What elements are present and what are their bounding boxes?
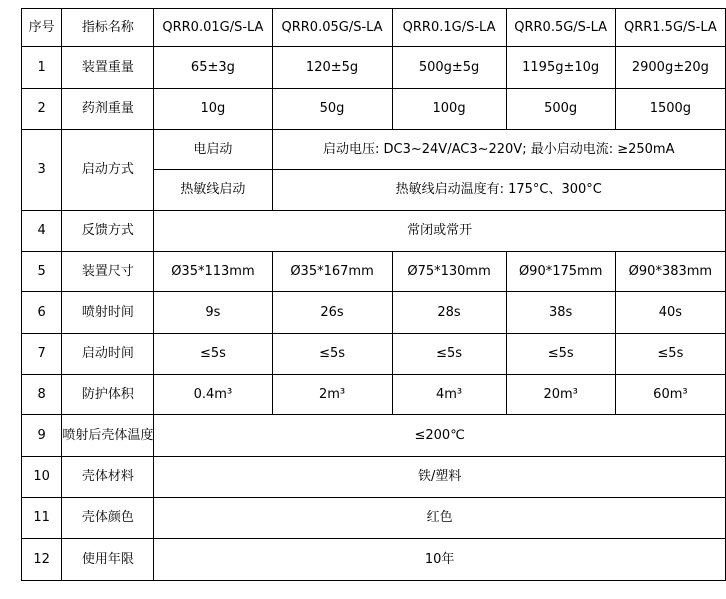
value-cell: Ø35*167mm bbox=[272, 252, 392, 292]
table-row bbox=[22, 47, 726, 89]
row-number: 11 bbox=[22, 498, 62, 539]
value-cell: 9s bbox=[154, 292, 272, 334]
value-cell: ≤5s bbox=[506, 334, 615, 375]
thermal-start-spec: 热敏线启动温度有: 175°C、300°C bbox=[272, 170, 726, 211]
value-cell: 2m³ bbox=[272, 375, 392, 415]
row-number: 5 bbox=[22, 252, 62, 292]
spec-table bbox=[21, 8, 726, 581]
merged-value-cell: 常闭或常开 bbox=[154, 211, 726, 252]
value-cell: Ø90*383mm bbox=[615, 252, 725, 292]
value-cell: Ø75*130mm bbox=[392, 252, 506, 292]
header-cell: QRR0.5G/S-LA bbox=[506, 9, 615, 47]
row-label: 喷射后壳体温度 bbox=[62, 415, 154, 457]
row-number: 2 bbox=[22, 89, 62, 130]
value-cell: 50g bbox=[272, 89, 392, 130]
table-row bbox=[22, 292, 726, 334]
sub-label-thermal: 热敏线启动 bbox=[154, 170, 272, 211]
value-cell: 38s bbox=[506, 292, 615, 334]
value-cell: 60m³ bbox=[615, 375, 725, 415]
sub-label-electric: 电启动 bbox=[154, 130, 272, 170]
value-cell: ≤5s bbox=[392, 334, 506, 375]
merged-value-cell: ≤200℃ bbox=[154, 415, 726, 457]
row-number: 3 bbox=[22, 130, 62, 211]
row-number: 10 bbox=[22, 457, 62, 498]
table-row bbox=[22, 498, 726, 539]
value-cell: 500g±5g bbox=[392, 47, 506, 89]
row-number: 9 bbox=[22, 415, 62, 457]
value-cell: 40s bbox=[615, 292, 725, 334]
row-label: 启动方式 bbox=[62, 130, 154, 211]
table-row bbox=[22, 252, 726, 292]
value-cell: 0.4m³ bbox=[154, 375, 272, 415]
table-row bbox=[22, 457, 726, 498]
value-cell: 1195g±10g bbox=[506, 47, 615, 89]
electric-start-spec: 启动电压: DC3~24V/AC3~220V; 最小启动电流: ≥250mA bbox=[272, 130, 726, 170]
merged-value-cell: 10年 bbox=[154, 539, 726, 581]
value-cell: 120±5g bbox=[272, 47, 392, 89]
row-number: 12 bbox=[22, 539, 62, 581]
merged-value-cell: 红色 bbox=[154, 498, 726, 539]
table-row bbox=[22, 211, 726, 252]
table-row bbox=[22, 415, 726, 457]
table-row bbox=[22, 375, 726, 415]
value-cell: ≤5s bbox=[272, 334, 392, 375]
row-number: 4 bbox=[22, 211, 62, 252]
row-label: 壳体颜色 bbox=[62, 498, 154, 539]
row-number: 1 bbox=[22, 47, 62, 89]
value-cell: 28s bbox=[392, 292, 506, 334]
row-label: 装置尺寸 bbox=[62, 252, 154, 292]
value-cell: 500g bbox=[506, 89, 615, 130]
row-label: 防护体积 bbox=[62, 375, 154, 415]
row-label: 药剂重量 bbox=[62, 89, 154, 130]
header-cell: 指标名称 bbox=[62, 9, 154, 47]
value-cell: 2900g±20g bbox=[615, 47, 725, 89]
header-cell: QRR0.1G/S-LA bbox=[392, 9, 506, 47]
header-row bbox=[22, 9, 726, 47]
row-label: 启动时间 bbox=[62, 334, 154, 375]
header-cell: QRR0.05G/S-LA bbox=[272, 9, 392, 47]
row-number: 7 bbox=[22, 334, 62, 375]
value-cell: 65±3g bbox=[154, 47, 272, 89]
value-cell: 20m³ bbox=[506, 375, 615, 415]
table-row bbox=[22, 539, 726, 581]
merged-value-cell: 铁/塑料 bbox=[154, 457, 726, 498]
header-cell: 序号 bbox=[22, 9, 62, 47]
value-cell: 1500g bbox=[615, 89, 725, 130]
header-cell: QRR0.01G/S-LA bbox=[154, 9, 272, 47]
row-number: 6 bbox=[22, 292, 62, 334]
value-cell: ≤5s bbox=[154, 334, 272, 375]
value-cell: Ø90*175mm bbox=[506, 252, 615, 292]
row-label: 使用年限 bbox=[62, 539, 154, 581]
row-label: 反馈方式 bbox=[62, 211, 154, 252]
value-cell: ≤5s bbox=[615, 334, 725, 375]
value-cell: 10g bbox=[154, 89, 272, 130]
row-label: 装置重量 bbox=[62, 47, 154, 89]
row-label: 喷射时间 bbox=[62, 292, 154, 334]
row-number: 8 bbox=[22, 375, 62, 415]
value-cell: 4m³ bbox=[392, 375, 506, 415]
value-cell: 100g bbox=[392, 89, 506, 130]
value-cell: 26s bbox=[272, 292, 392, 334]
value-cell: Ø35*113mm bbox=[154, 252, 272, 292]
table-row bbox=[22, 130, 726, 170]
table-row bbox=[22, 334, 726, 375]
row-label: 壳体材料 bbox=[62, 457, 154, 498]
table-row bbox=[22, 89, 726, 130]
header-cell: QRR1.5G/S-LA bbox=[615, 9, 725, 47]
